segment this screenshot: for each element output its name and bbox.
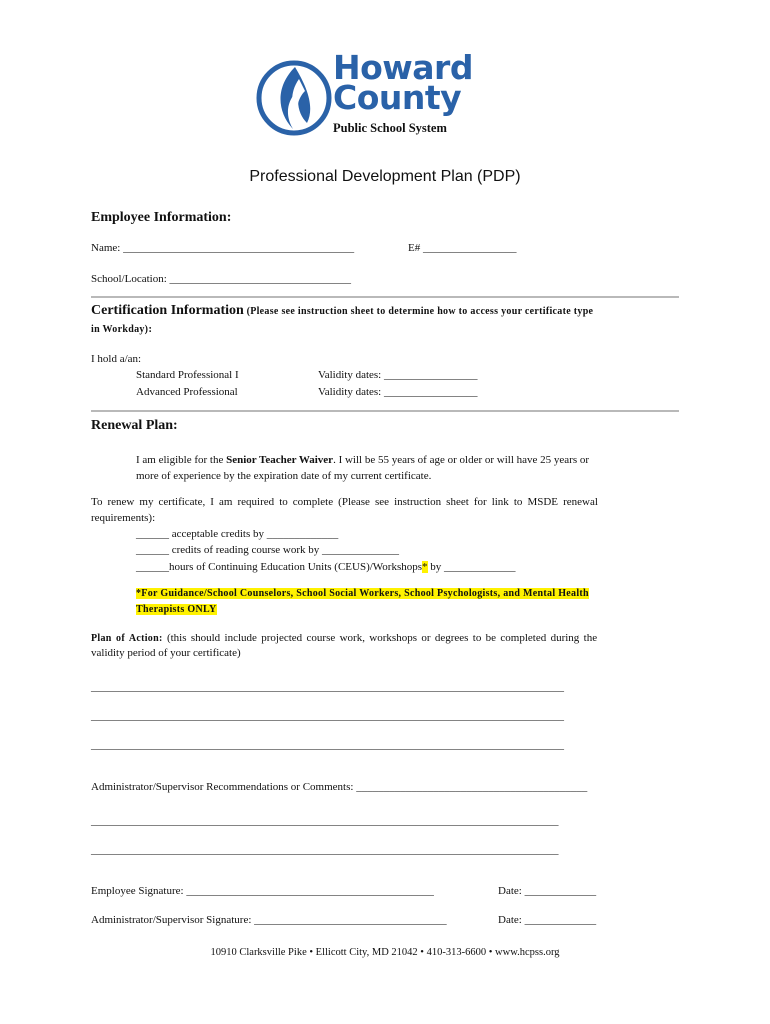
requirement-credits[interactable]: ______ acceptable credits by _____________: [136, 528, 339, 540]
section-divider: [91, 296, 679, 298]
hcpss-logo: [255, 48, 515, 140]
option-standard[interactable]: Standard Professional I: [136, 369, 239, 381]
school-label: School/Location:: [91, 273, 167, 285]
admin-comments-field[interactable]: __________________________________________: [356, 781, 588, 793]
validity-field[interactable]: _________________: [384, 386, 478, 398]
renewal-heading: Renewal Plan:: [91, 418, 178, 433]
asterisk-marker: *: [422, 561, 428, 573]
logo-subtitle: Public School System: [333, 121, 447, 135]
footer-city: Ellicott City, MD 21042: [315, 947, 418, 958]
plan-line[interactable]: ______________________________________________________________________________________: [91, 739, 564, 751]
admin-date-row: Date: _____________: [498, 914, 597, 926]
counselor-note-2: Therapists ONLY: [136, 604, 217, 615]
name-field[interactable]: __________________________________________: [123, 242, 355, 254]
eligible-line-2: more of experience by the expiration date of my current certificate.: [136, 470, 432, 482]
plan-line[interactable]: ______________________________________________________________________________________: [91, 710, 564, 722]
certification-heading: Certification Information: [91, 303, 244, 318]
section-divider: [91, 410, 679, 412]
admin-comments-label: Administrator/Supervisor Recommendations or Comments:: [91, 781, 354, 793]
employee-date-row: Date: _____________: [498, 885, 597, 897]
plan-of-action: Plan of Action: (this should include projected course work, workshops or degrees to be completed during the: [91, 632, 598, 644]
renew-paragraph: To renew my certificate, I am required to complete (Please see instruction sheet for link to MSDE renewal: [91, 496, 598, 508]
certification-note-cont: in Workday):: [91, 323, 152, 335]
name-row: [91, 242, 354, 254]
certification-heading-row: [91, 303, 593, 319]
footer-phone: 410-313-6600: [426, 947, 487, 958]
admin-comments-row: [91, 781, 587, 793]
validity-row-2: Validity dates: _________________: [318, 386, 478, 398]
certification-note: (Please see instruction sheet to determine how to access your certificate type: [246, 306, 594, 317]
footer-website-link[interactable]: www.hcpss.org: [495, 947, 560, 958]
comments-line[interactable]: _____________________________________________________________________________________: [91, 815, 559, 827]
comments-line[interactable]: _____________________________________________________________________________________: [91, 844, 559, 856]
senior-teacher-waiver: Senior Teacher Waiver: [226, 454, 334, 466]
footer-address: 10910 Clarksville Pike: [210, 947, 307, 958]
footer: 10910 Clarksville Pike • Ellicott City, MD 21042 • 410-313-6600 • www.hcpss.org: [210, 947, 560, 958]
plan-of-action-2: validity period of your certificate): [91, 647, 241, 659]
school-row: [91, 273, 351, 285]
requirement-ceus[interactable]: ______hours of Continuing Education Units (CEUS)/Workshops* by _____________: [136, 561, 516, 573]
school-field[interactable]: _________________________________: [169, 273, 352, 285]
validity-row-1: Validity dates: _________________: [318, 369, 478, 381]
logo-wordmark: Howard County: [333, 48, 473, 117]
validity-field[interactable]: _________________: [384, 369, 478, 381]
option-advanced[interactable]: Advanced Professional: [136, 386, 238, 398]
plan-label: Plan of Action:: [91, 633, 163, 644]
e-number-field[interactable]: _________________: [422, 242, 517, 254]
admin-signature-field[interactable]: ___________________________________: [254, 914, 447, 926]
employee-heading: Employee Information:: [91, 210, 232, 225]
admin-signature-row: Administrator/Supervisor Signature: ___________________________________: [91, 914, 447, 926]
counselor-note: *For Guidance/School Counselors, School Social Workers, School Psychologists, and Mental Health: [136, 588, 589, 599]
employee-signature-field[interactable]: _____________________________________________: [186, 885, 434, 897]
admin-date-field[interactable]: _____________: [524, 914, 597, 926]
employee-date-field[interactable]: _____________: [524, 885, 597, 897]
flame-emblem-icon: [255, 57, 337, 139]
plan-line[interactable]: ______________________________________________________________________________________: [91, 681, 564, 693]
employee-signature-row: Employee Signature: _____________________________________________: [91, 885, 434, 897]
renew-paragraph-2: requirements):: [91, 512, 156, 524]
e-number-label: E#: [408, 242, 421, 254]
hold-label: I hold a/an:: [91, 353, 142, 365]
page-title: Professional Development Plan (PDP): [249, 168, 521, 185]
eligible-line: I am eligible for the Senior Teacher Waiver. I will be 55 years of age or older or will have 25 years or: [136, 454, 590, 466]
name-label: Name:: [91, 242, 121, 254]
requirement-reading[interactable]: ______ credits of reading course work by ______________: [136, 544, 400, 556]
e-number-row: [408, 242, 516, 254]
